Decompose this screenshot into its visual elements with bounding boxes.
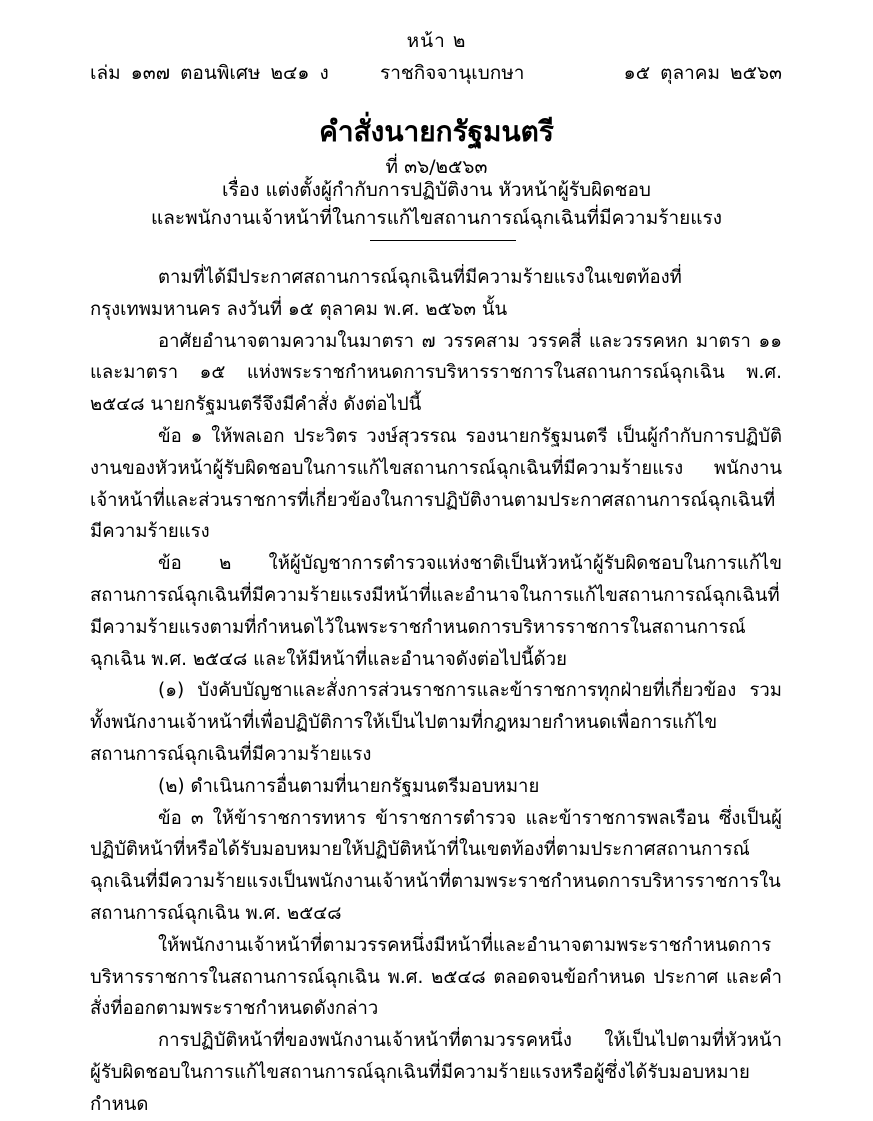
gazette-volume: เล่ม ๑๓๗ ตอนพิเศษ ๒๔๑ ง (90, 62, 329, 84)
gazette-name: ราชกิจจานุเบกษา (380, 62, 525, 84)
paragraph-clause-2-item-1: (๑) บังคับบัญชาและสั่งการส่วนราชการและข้าราชการทุกฝ่ายที่เกี่ยวข้อง รวมทั้งพนักงานเจ้าหน้าที่เพื่อปฏิบัติการให้เป็นไปตามที่กฎหมายกำหนดเพื่อการแก้ไขสถานการณ์ฉุกเฉินที่มีความร้ายแรง (90, 680, 782, 765)
gazette-date: ๑๕ ตุลาคม ๒๕๖๓ (623, 62, 782, 84)
order-number: ที่ ๓๖/๒๕๖๓ (385, 156, 488, 178)
paragraph-clause-2: ข้อ ๒ ให้ผู้บัญชาการตำรวจแห่งชาติเป็นหัวหน้าผู้รับผิดชอบในการแก้ไขสถานการณ์ฉุกเฉินที่มีความร้ายแรงมีหน้าที่และอำนาจในการแก้ไขสถานการณ์ฉุกเฉินที่มีความร้ายแรงตามที่กำหนดไว้ในพระราชกำหนดการบริหารราชการในสถานการณ์ฉุกเฉิน พ.ศ. ๒๕๔๘ และให้มีหน้าที่และอำนาจดังต่อไปนี้ด้วย (90, 553, 782, 670)
order-title: คำสั่งนายกรัฐมนตรี (319, 115, 554, 148)
gazette-header-line (90, 58, 782, 84)
paragraph-clause-3-powers: ให้พนักงานเจ้าหน้าที่ตามวรรคหนึ่งมีหน้าที่และอำนาจตามพระราชกำหนดการบริหารราชการในสถานการณ์ฉุกเฉิน พ.ศ. ๒๕๔๘ ตลอดจนข้อกำหนด ประกาศ และคำสั่งที่ออกตามพระราชกำหนดดังกล่าว (90, 934, 782, 1020)
paragraph-clause-3-duties: การปฏิบัติหน้าที่ของพนักงานเจ้าหน้าที่ตามวรรคหนึ่ง ให้เป็นไปตามที่หัวหน้าผู้รับผิดชอบในการแก้ไขสถานการณ์ฉุกเฉินที่มีความร้ายแรงหรือผู้ซึ่งได้รับมอบหมาย กำหนด (90, 1030, 782, 1115)
order-subject (0, 176, 873, 232)
paragraph-authority: อาศัยอำนาจตามความในมาตรา ๗ วรรคสาม วรรคสี่ และวรรคหก มาตรา ๑๑ และมาตรา ๑๕ แห่งพระราชกำหนดการบริหารราชการในสถานการณ์ฉุกเฉิน พ.ศ. ๒๕๔๘ นายกรัฐมนตรีจึงมีคำสั่ง ดังต่อไปนี้ (90, 330, 782, 416)
paragraph-clause-3: ข้อ ๓ ให้ข้าราชการทหาร ข้าราชการตำรวจ และข้าราชการพลเรือน ซึ่งเป็นผู้ปฏิบัติหน้าที่หรือได้รับมอบหมายให้ปฏิบัติหน้าที่ในเขตท้องที่ตามประกาศสถานการณ์ฉุกเฉินที่มีความร้ายแรงเป็นพนักงานเจ้าหน้าที่ตามพระราชกำหนดการบริหารราชการในสถานการณ์ฉุกเฉิน พ.ศ. ๒๕๔๘ (90, 807, 782, 924)
subject-line-1: เรื่อง แต่งตั้งผู้กำกับการปฏิบัติงาน หัวหน้าผู้รับผิดชอบ (222, 179, 651, 201)
paragraph-clause-1: ข้อ ๑ ให้พลเอก ประวิตร วงษ์สุวรรณ รองนายกรัฐมนตรี เป็นผู้กำกับการปฏิบัติงานของหัวหน้าผู้รับผิดชอบในการแก้ไขสถานการณ์ฉุกเฉินที่มีความร้ายแรง พนักงานเจ้าหน้าที่และส่วนราชการที่เกี่ยวข้องในการปฏิบัติงานตามประกาศสถานการณ์ฉุกเฉินที่มีความร้ายแรง (90, 425, 782, 543)
page-number: หน้า ๒ (406, 30, 467, 52)
paragraph-preamble: ตามที่ได้มีประกาศสถานการณ์ฉุกเฉินที่มีความร้ายแรงในเขตท้องที่กรุงเทพมหานคร ลงวันที่ ๑๕ ตุลาคม พ.ศ. ๒๕๖๓ นั้น (90, 267, 682, 320)
subject-line-2: และพนักงานเจ้าหน้าที่ในการแก้ไขสถานการณ์ฉุกเฉินที่มีความร้ายแรง (151, 207, 722, 229)
title-divider (370, 240, 516, 241)
order-body (90, 262, 782, 1121)
paragraph-clause-2-item-2: (๒) ดำเนินการอื่นตามที่นายกรัฐมนตรีมอบหมาย (158, 775, 540, 797)
